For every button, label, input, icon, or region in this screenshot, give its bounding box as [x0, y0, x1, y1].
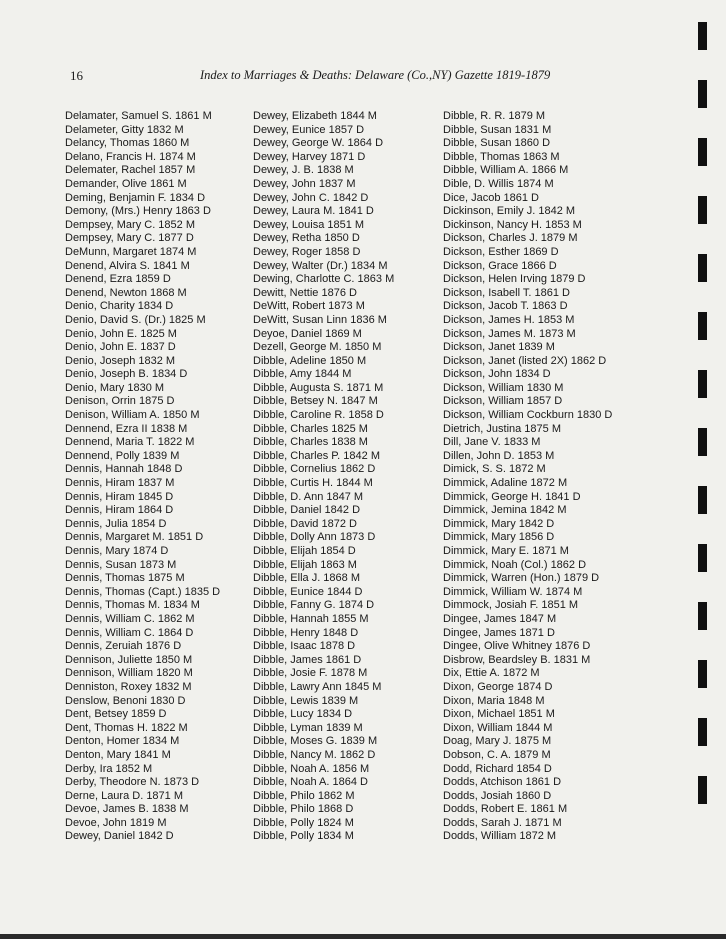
index-entry: Dent, Betsey 1859 D: [65, 708, 167, 721]
index-entry: Dibble, Caroline R. 1858 D: [253, 409, 384, 422]
index-entry: Dewing, Charlotte C. 1863 M: [253, 273, 395, 286]
index-entry: Deming, Benjamin F. 1834 D: [65, 191, 206, 204]
index-entry: Dickson, William Cockburn 1830 D: [443, 409, 613, 422]
index-entry: Dibble, D. Ann 1847 M: [253, 490, 364, 503]
index-entry: Dewey, Daniel 1842 D: [65, 830, 174, 843]
index-entry: Dickinson, Nancy H. 1853 M: [443, 218, 582, 231]
index-entry: Dibble, Lucy 1834 D: [253, 708, 353, 721]
binding-mark: [698, 544, 707, 572]
index-entry: Dennis, Thomas M. 1834 M: [65, 599, 200, 612]
index-entry: Dibble, William A. 1866 M: [443, 164, 569, 177]
index-entry: Dibble, Henry 1848 D: [253, 626, 359, 639]
index-entry: Dobson, C. A. 1879 M: [443, 748, 551, 761]
index-entry: Dingee, James 1871 D: [443, 626, 555, 639]
index-entry: Dimmick, Warren (Hon.) 1879 D: [443, 572, 600, 585]
binding-mark: [698, 138, 707, 166]
index-entry: Dodds, Josiah 1860 D: [443, 789, 552, 802]
index-entry: Dewitt, Nettie 1876 D: [253, 286, 357, 299]
index-entry: Dibble, Josie F. 1878 M: [253, 667, 368, 680]
page-bottom-edge: [0, 934, 726, 939]
index-entry: Dodds, Robert E. 1861 M: [443, 803, 568, 816]
index-entry: Dibble, Adeline 1850 M: [253, 354, 367, 367]
index-entry: Dennis, William C. 1864 D: [65, 626, 194, 639]
index-entry: Dennend, Maria T. 1822 M: [65, 436, 195, 449]
index-entry: Dewey, Retha 1850 D: [253, 232, 360, 245]
index-entry: Dice, Jacob 1861 D: [443, 191, 539, 204]
index-entry: Dickson, Charles J. 1879 M: [443, 232, 578, 245]
index-entry: Delancy, Thomas 1860 M: [65, 137, 190, 150]
index-entry: Dennison, William 1820 M: [65, 667, 193, 680]
index-entry: Denison, William A. 1850 M: [65, 409, 200, 422]
index-entry: Delamater, Samuel S. 1861 M: [65, 110, 212, 122]
index-entry: Denio, Joseph 1832 M: [65, 354, 176, 367]
index-entry: Dibble, Elijah 1863 M: [253, 558, 357, 571]
index-entry: Dibble, Susan 1831 M: [443, 123, 552, 136]
index-entry: Demander, Olive 1861 M: [65, 177, 187, 190]
index-entry: Dibble, Polly 1824 M: [253, 816, 354, 829]
index-entry: Dickson, James M. 1873 M: [443, 327, 576, 340]
index-entry: Dennis, Hiram 1864 D: [65, 504, 174, 517]
index-entry: Dibble, Daniel 1842 D: [253, 504, 361, 517]
index-entry: Dibble, Noah A. 1864 D: [253, 776, 368, 789]
index-entry: Dickson, Jacob T. 1863 D: [443, 300, 568, 313]
binding-marks: [698, 22, 707, 804]
index-entry: DeWitt, Robert 1873 M: [253, 300, 365, 313]
index-entry: Dennis, Zeruiah 1876 D: [65, 640, 182, 653]
index-entry: Dimmick, Mary 1856 D: [443, 531, 555, 544]
index-entry: Dewey, George W. 1864 D: [253, 137, 384, 150]
index-entry: Dingee, James 1847 M: [443, 612, 557, 625]
index-column-2: [253, 110, 394, 844]
binding-mark: [698, 428, 707, 456]
index-entry: Dennend, Ezra II 1838 M: [65, 422, 188, 435]
binding-mark: [698, 254, 707, 282]
index-entry: Dimmick, William W. 1874 M: [443, 585, 583, 598]
index-entry: Dickson, Janet (listed 2X) 1862 D: [443, 354, 607, 367]
index-entry: DeWitt, Susan Linn 1836 M: [253, 313, 387, 326]
index-entry: Denio, Mary 1830 M: [65, 381, 165, 394]
index-entry: Denio, John E. 1825 M: [65, 327, 177, 340]
index-entry: Dickson, Grace 1866 D: [443, 259, 557, 272]
index-entry: Dewey, Louisa 1851 M: [253, 218, 365, 231]
binding-mark: [698, 602, 707, 630]
index-entry: Dibble, Cornelius 1862 D: [253, 463, 376, 476]
index-entry: Dewey, Elizabeth 1844 M: [253, 110, 377, 122]
index-entry: Dibble, Ella J. 1868 M: [253, 572, 360, 585]
index-entry: Dickson, Helen Irving 1879 D: [443, 273, 586, 286]
index-entry: Dewey, Eunice 1857 D: [253, 123, 365, 136]
binding-mark: [698, 776, 707, 804]
binding-mark: [698, 486, 707, 514]
index-entry: Dodds, William 1872 M: [443, 830, 557, 843]
binding-mark: [698, 22, 707, 50]
index-entry: Dewey, Walter (Dr.) 1834 M: [253, 259, 388, 272]
index-entry: Denend, Alvira S. 1841 M: [65, 259, 190, 272]
index-entry: Disbrow, Beardsley B. 1831 M: [443, 653, 591, 666]
index-entry: Dickinson, Emily J. 1842 M: [443, 205, 576, 218]
index-entry: Dibble, Polly 1834 M: [253, 830, 354, 843]
index-entry: Dibble, Lyman 1839 M: [253, 721, 363, 734]
index-entry: Dimmock, Josiah F. 1851 M: [443, 599, 579, 612]
index-entry: Dickson, William 1857 D: [443, 395, 563, 408]
index-entry: Dennison, Juliette 1850 M: [65, 653, 193, 666]
index-entry: Dibble, Amy 1844 M: [253, 368, 352, 381]
index-entry: Denslow, Benoni 1830 D: [65, 694, 186, 707]
index-entry: Dibble, Charles P. 1842 M: [253, 449, 380, 462]
index-entry: Dibble, Thomas 1863 M: [443, 150, 560, 163]
index-entry: Dempsey, Mary C. 1852 M: [65, 218, 196, 231]
index-entry: Dennis, Hannah 1848 D: [65, 463, 183, 476]
index-entry: Dewey, Harvey 1871 D: [253, 150, 366, 163]
index-entry: Delemater, Rachel 1857 M: [65, 164, 196, 177]
index-entry: Dickson, John 1834 D: [443, 368, 551, 381]
index-entry: Dewey, Laura M. 1841 D: [253, 205, 374, 218]
index-entry: Dill, Jane V. 1833 M: [443, 436, 541, 449]
running-title: Index to Marriages & Deaths: Delaware (Co.,NY) Gazette 1819-1879: [200, 68, 551, 82]
index-entry: Doag, Mary J. 1875 M: [443, 735, 552, 748]
index-entry: Devoe, John 1819 M: [65, 816, 167, 829]
index-entry: Dibble, Philo 1862 M: [253, 789, 355, 802]
index-entry: Dickson, William 1830 M: [443, 381, 564, 394]
index-entry: Dingee, Olive Whitney 1876 D: [443, 640, 591, 653]
index-entry: Derne, Laura D. 1871 M: [65, 789, 184, 802]
index-entry: Delano, Francis H. 1874 M: [65, 150, 196, 163]
index-entry: Dimmick, Noah (Col.) 1862 D: [443, 558, 587, 571]
index-entry: Dibble, Philo 1868 D: [253, 803, 354, 816]
index-entry: Dibble, Susan 1860 D: [443, 137, 551, 150]
index-entry: Dickson, James H. 1853 M: [443, 313, 575, 326]
index-entry: DeMunn, Margaret 1874 M: [65, 245, 197, 258]
index-entry: Dodds, Sarah J. 1871 M: [443, 816, 562, 829]
page-number: 16: [70, 68, 83, 83]
index-entry: Dibble, Moses G. 1839 M: [253, 735, 378, 748]
index-entry: Dimick, S. S. 1872 M: [443, 463, 546, 476]
index-entry: Dibble, Charles 1838 M: [253, 436, 368, 449]
index-entry: Dibble, R. R. 1879 M: [443, 110, 546, 122]
index-entry: Denend, Newton 1868 M: [65, 286, 187, 299]
index-entry: Dibble, Nancy M. 1862 D: [253, 748, 376, 761]
index-entry: Denio, David S. (Dr.) 1825 M: [65, 313, 206, 326]
index-entry: Dewey, J. B. 1838 M: [253, 164, 354, 177]
index-entry: Dennis, Julia 1854 D: [65, 517, 167, 530]
binding-mark: [698, 312, 707, 340]
index-entry: Dixon, William 1844 M: [443, 721, 553, 734]
index-entry: Dennis, Hiram 1837 M: [65, 477, 175, 490]
index-entry: Dewey, John 1837 M: [253, 177, 356, 190]
index-entry: Deyoe, Daniel 1869 M: [253, 327, 362, 340]
index-entry: Dennis, Hiram 1845 D: [65, 490, 174, 503]
index-entry: Denison, Orrin 1875 D: [65, 395, 175, 408]
index-entry: Dimmick, George H. 1841 D: [443, 490, 581, 503]
index-entry: Demony, (Mrs.) Henry 1863 D: [65, 205, 211, 218]
index-entry: Dennis, William C. 1862 M: [65, 612, 195, 625]
index-entry: Dennis, Margaret M. 1851 D: [65, 531, 204, 544]
index-entry: Dixon, Maria 1848 M: [443, 694, 545, 707]
binding-mark: [698, 196, 707, 224]
index-entry: Derby, Ira 1852 M: [65, 762, 153, 775]
index-entry: Dezell, George M. 1850 M: [253, 341, 382, 354]
index-entry: Dodds, Atchison 1861 D: [443, 776, 562, 789]
index-entry: Denio, Joseph B. 1834 D: [65, 368, 188, 381]
binding-mark: [698, 80, 707, 108]
index-entry: Dibble, Dolly Ann 1873 D: [253, 531, 376, 544]
index-entry: Dennis, Susan 1873 M: [65, 558, 177, 571]
index-entry: Dimmick, Jemina 1842 M: [443, 504, 567, 517]
index-entry: Denio, Charity 1834 D: [65, 300, 174, 313]
index-entry: Dennend, Polly 1839 M: [65, 449, 180, 462]
index-entry: Dent, Thomas H. 1822 M: [65, 721, 188, 734]
index-entry: Dickson, Janet 1839 M: [443, 341, 555, 354]
index-entry: Dibble, Betsey N. 1847 M: [253, 395, 378, 408]
index-entry: Dennis, Thomas 1875 M: [65, 572, 185, 585]
index-entry: Denniston, Roxey 1832 M: [65, 680, 192, 693]
index-entry: Dimmick, Mary E. 1871 M: [443, 545, 569, 557]
index-entry: Dibble, James 1861 D: [253, 653, 362, 666]
index-entry: Dible, D. Willis 1874 M: [443, 177, 554, 190]
index-column-1: [65, 110, 220, 844]
index-entry: Dibble, Lewis 1839 M: [253, 694, 359, 707]
index-column-3: [443, 110, 612, 844]
index-entry: Dillen, John D. 1853 M: [443, 449, 555, 462]
index-entry: Denton, Homer 1834 M: [65, 735, 180, 748]
binding-mark: [698, 718, 707, 746]
index-entry: Dimmick, Adaline 1872 M: [443, 477, 568, 490]
index-entry: Dixon, George 1874 D: [443, 680, 553, 693]
binding-mark: [698, 660, 707, 688]
index-entry: Delameter, Gitty 1832 M: [65, 123, 184, 136]
index-entry: Dixon, Michael 1851 M: [443, 708, 555, 721]
index-entry: Denton, Mary 1841 M: [65, 748, 171, 761]
index-entry: Denend, Ezra 1859 D: [65, 273, 171, 286]
index-entry: Dibble, Fanny G. 1874 D: [253, 599, 375, 612]
index-entry: Dimmick, Mary 1842 D: [443, 517, 555, 530]
index-entry: Dix, Ettie A. 1872 M: [443, 667, 540, 680]
index-entry: Denio, John E. 1837 D: [65, 341, 176, 354]
index-entry: Dickson, Isabell T. 1861 D: [443, 286, 570, 299]
index-entry: Dibble, Curtis H. 1844 M: [253, 477, 373, 490]
index-entry: Dietrich, Justina 1875 M: [443, 422, 561, 435]
index-entry: Dewey, John C. 1842 D: [253, 191, 369, 204]
index-entry: Dennis, Mary 1874 D: [65, 545, 169, 557]
index-entry: Dibble, Augusta S. 1871 M: [253, 381, 384, 394]
index-entry: Dibble, Charles 1825 M: [253, 422, 368, 435]
index-entry: Derby, Theodore N. 1873 D: [65, 776, 200, 789]
index-entry: Dickson, Esther 1869 D: [443, 245, 559, 258]
index-entry: Dibble, Eunice 1844 D: [253, 585, 363, 598]
index-entry: Dennis, Thomas (Capt.) 1835 D: [65, 585, 221, 598]
index-entry: Dibble, Elijah 1854 D: [253, 545, 356, 557]
index-entry: Dewey, Roger 1858 D: [253, 245, 361, 258]
index-entry: Dibble, Hannah 1855 M: [253, 612, 369, 625]
index-entry: Dibble, David 1872 D: [253, 517, 357, 530]
index-entry: Dempsey, Mary C. 1877 D: [65, 232, 194, 245]
index-entry: Devoe, James B. 1838 M: [65, 803, 189, 816]
binding-mark: [698, 370, 707, 398]
index-entry: Dodd, Richard 1854 D: [443, 762, 552, 775]
index-entry: Dibble, Lawry Ann 1845 M: [253, 680, 382, 693]
index-entry: Dibble, Noah A. 1856 M: [253, 762, 370, 775]
index-entry: Dibble, Isaac 1878 D: [253, 640, 356, 653]
